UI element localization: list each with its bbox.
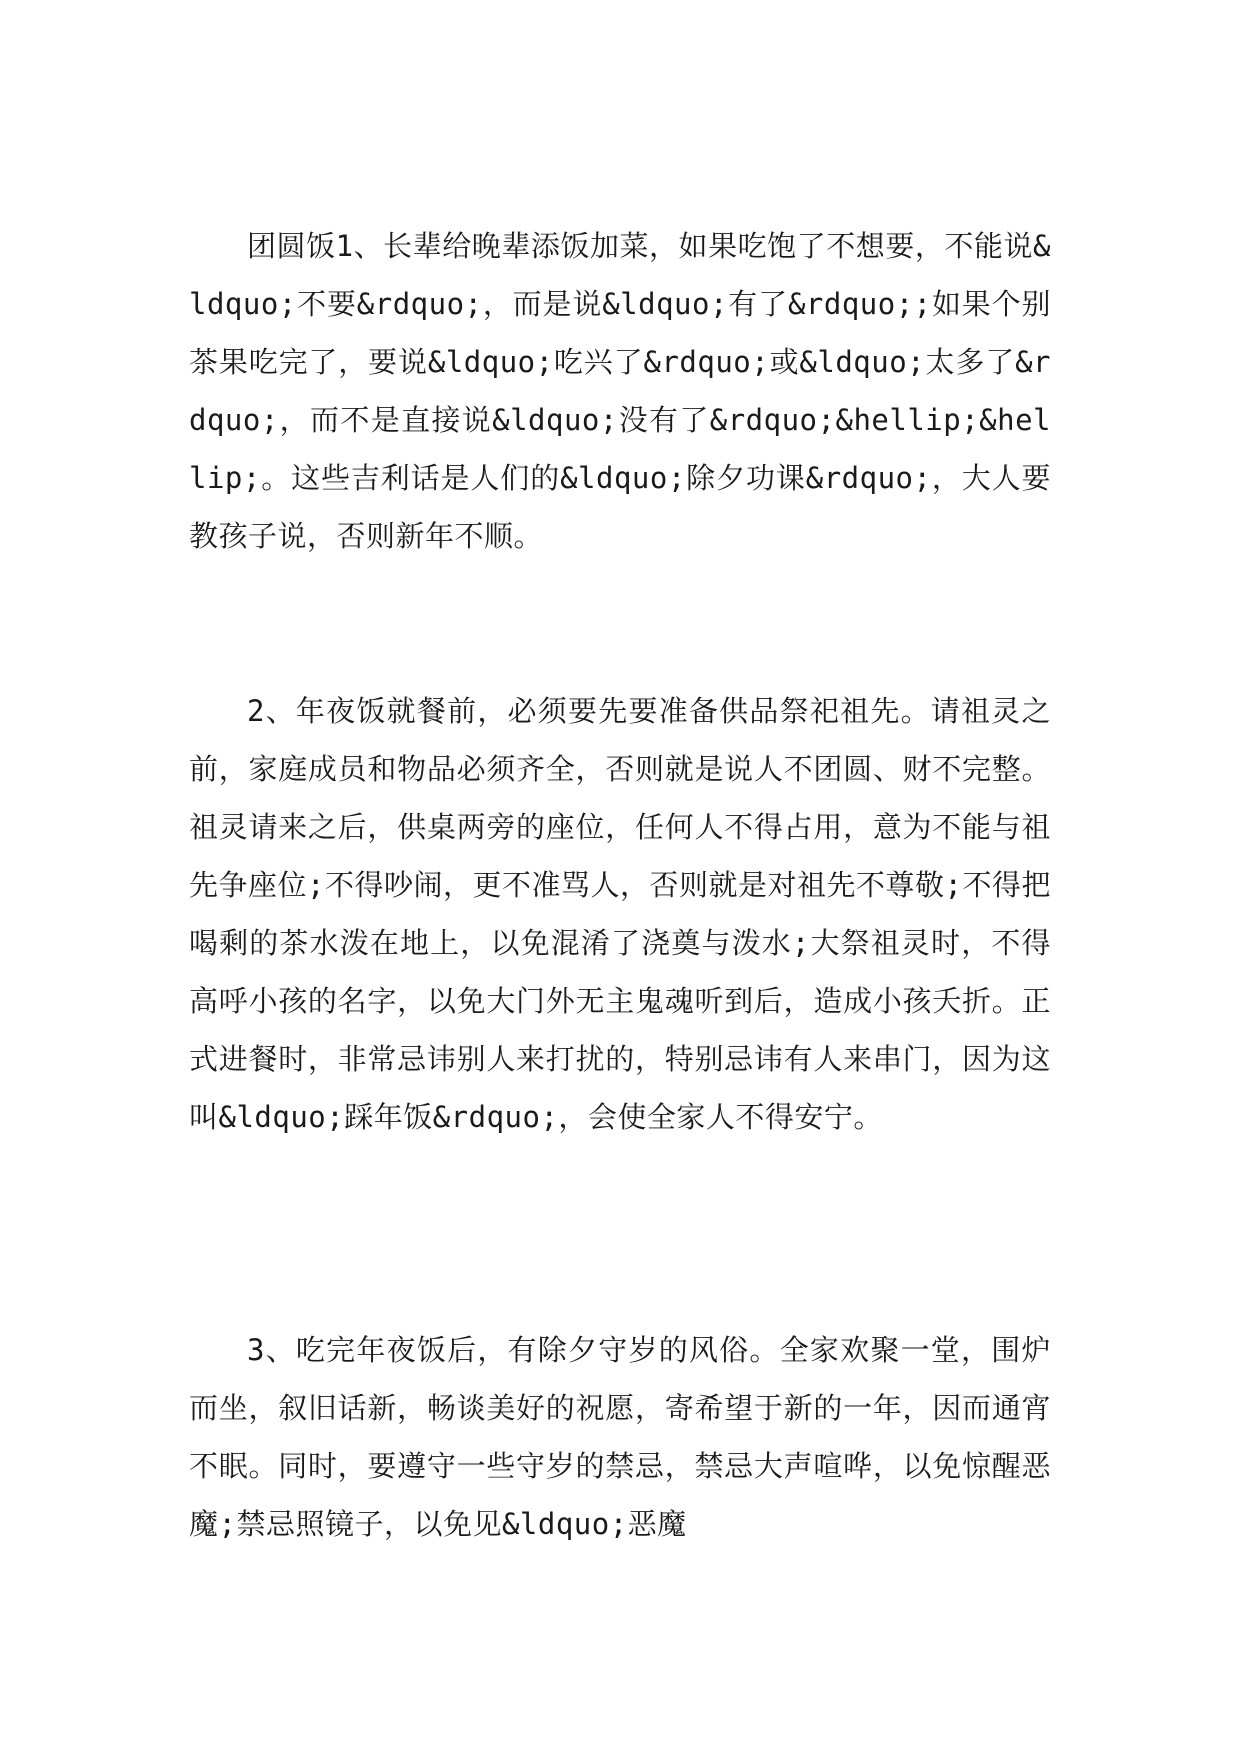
paragraph-reunion-dinner: 团圆饭1、长辈给晚辈添饭加菜，如果吃饱了不想要，不能说&ldquo;不要&rdquo;，而是说&ldquo;有了&rdquo;;如果个别茶果吃完了，要说&ldquo;吃兴了&rdquo;或&ldquo;太多了&rdquo;，而不是直接说&ldquo;没有了&rdquo;&hellip;&hellip;。这些吉利话是人们的&ldquo;除夕功课&rdquo;，大人要教孩子说，否则新年不顺。	[189, 229, 1051, 553]
paragraph-ancestor-worship: 2、年夜饭就餐前，必须要先要准备供品祭祀祖先。请祖灵之前，家庭成员和物品必须齐全，否则就是说人不团圆、财不完整。祖灵请来之后，供桌两旁的座位，任何人不得占用，意为不能与祖先争座位;不得吵闹，更不准骂人，否则就是对祖先不尊敬;不得把喝剩的茶水泼在地上，以免混淆了浇奠与泼水;大祭祖灵时，不得高呼小孩的名字，以免大门外无主鬼魂听到后，造成小孩夭折。正式进餐时，非常忌讳别人来打扰的，特别忌讳有人来串门，因为这叫&ldquo;踩年饭&rdquo;，会使全家人不得安宁。	[189, 694, 1051, 1134]
paragraph-new-year-vigil: 3、吃完年夜饭后，有除夕守岁的风俗。全家欢聚一堂，围炉而坐，叙旧话新，畅谈美好的祝愿，寄希望于新的一年，因而通宵不眠。同时，要遵守一些守岁的禁忌，禁忌大声喧哗，以免惊醒恶魔;禁忌照镜子，以免见&ldquo;恶魔	[189, 1333, 1051, 1541]
